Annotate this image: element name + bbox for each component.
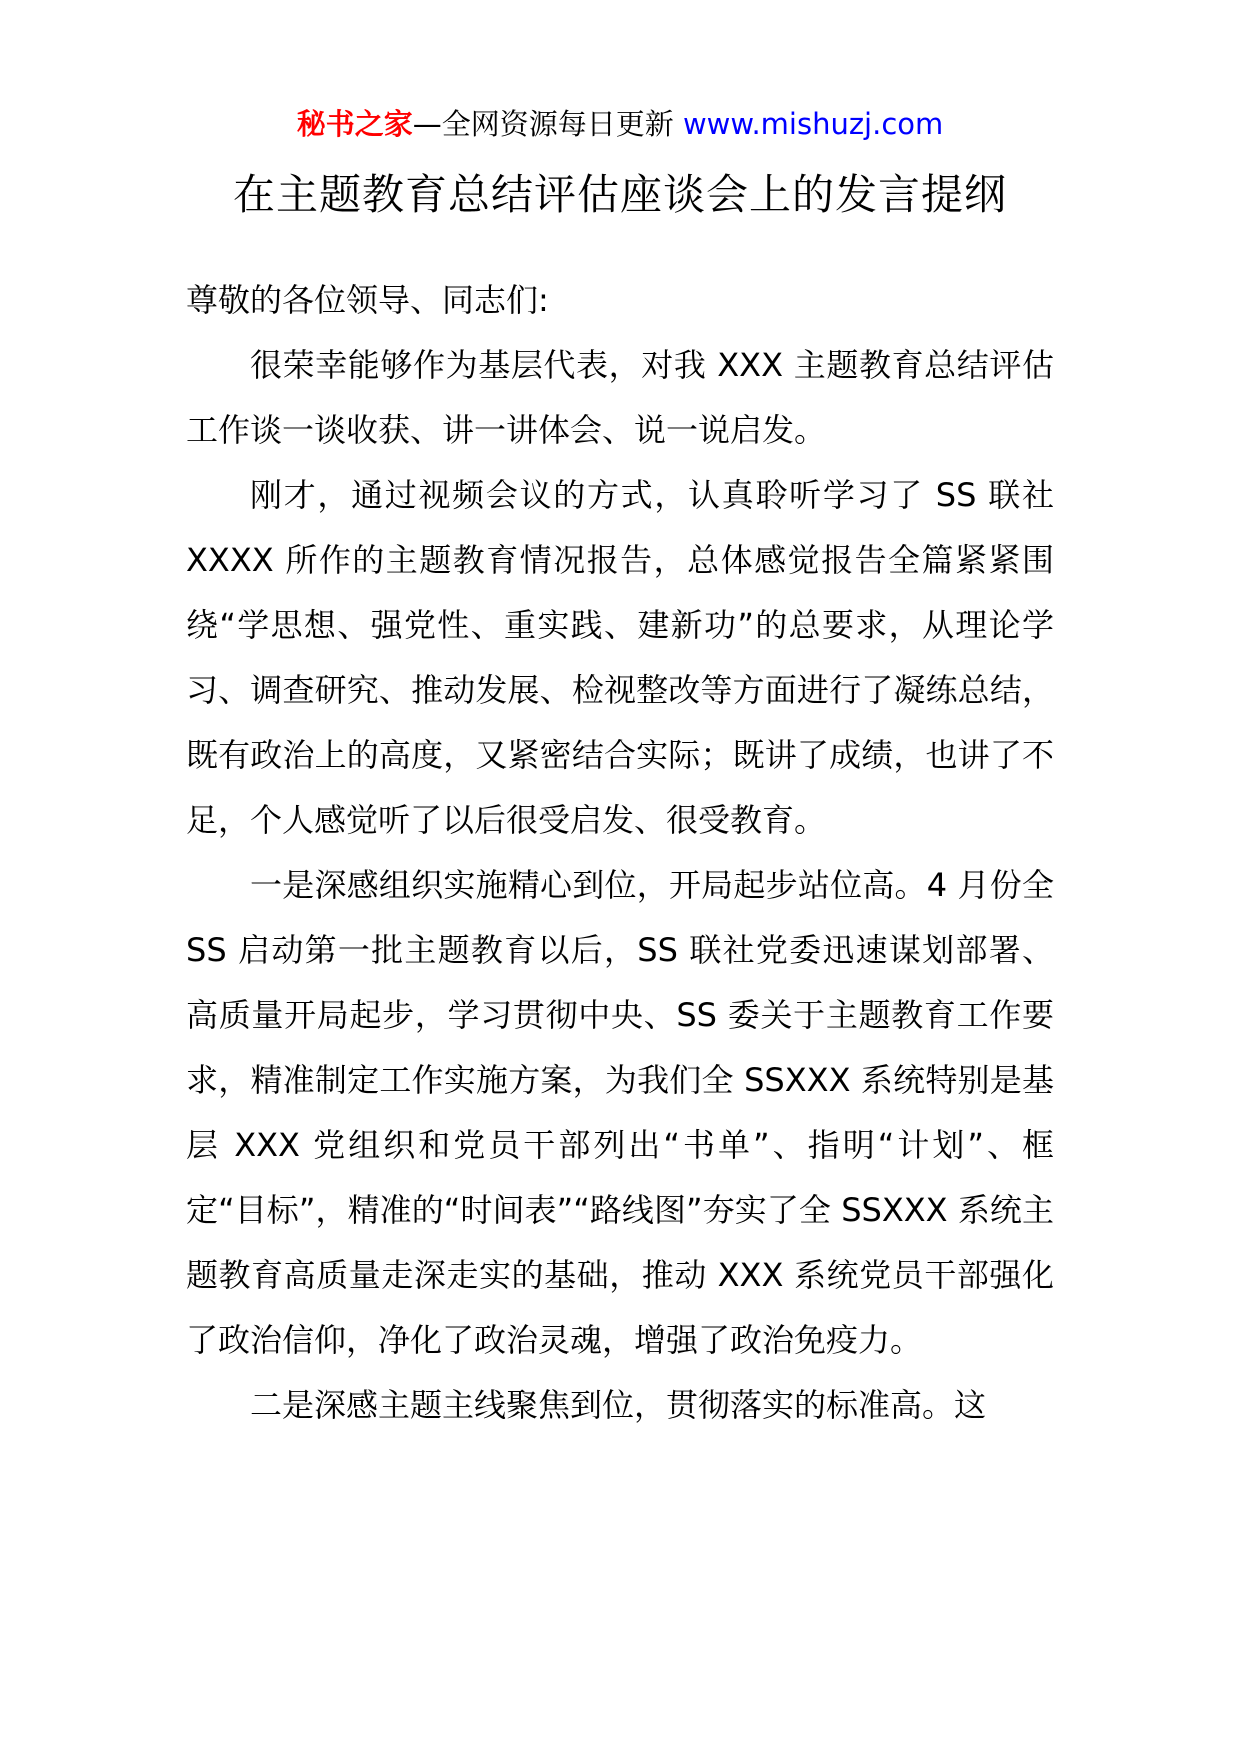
document-body <box>186 268 1054 1438</box>
paragraph-2: 刚才，通过视频会议的方式，认真聆听学习了 SS 联社 XXXX 所作的主题教育情况报告，总体感觉报告全篇紧紧围绕“学思想、强党性、重实践、建新功”的总要求，从理论学习、调查研究、推动发展、检视整改等方面进行了凝练总结，既有政治上的高度，又紧密结合实际；既讲了成绩，也讲了不足，个人感觉听了以后很受启发、很受教育。 <box>186 476 1054 839</box>
paragraph-1: 很荣幸能够作为基层代表，对我 XXX 主题教育总结评估工作谈一谈收获、讲一讲体会、说一说启发。 <box>186 346 1054 449</box>
brand-name: 秘书之家 <box>296 107 413 141</box>
document-title: 在主题教育总结评估座谈会上的发言提纲 <box>232 170 1007 219</box>
site-banner <box>0 104 1240 144</box>
paragraph-3: 一是深感组织实施精心到位，开局起步站位高。4 月份全 SS 启动第一批主题教育以后，SS 联社党委迅速谋划部署、高质量开局起步，学习贯彻中央、SS 委关于主题教育工作要求，精准制定工作实施方案，为我们全 SSXXX 系统特别是基层 XXX 党组织和党员干部列出“书单”、指明“计划”、框定“目标”，精准的“时间表”“路线图”夯实了全 SSXXX 系统主题教育高质量走深走实的基础，推动 XXX 系统党员干部强化了政治信仰，净化了政治灵魂，增强了政治免疫力。 <box>186 866 1054 1359</box>
salutation: 尊敬的各位领导、同志们: <box>186 281 549 319</box>
paragraph-4: 二是深感主题主线聚焦到位，贯彻落实的标准高。这 <box>250 1386 987 1424</box>
banner-slogan: —全网资源每日更新 <box>412 107 674 141</box>
site-url-link[interactable]: www.mishuzj.com <box>682 107 944 141</box>
